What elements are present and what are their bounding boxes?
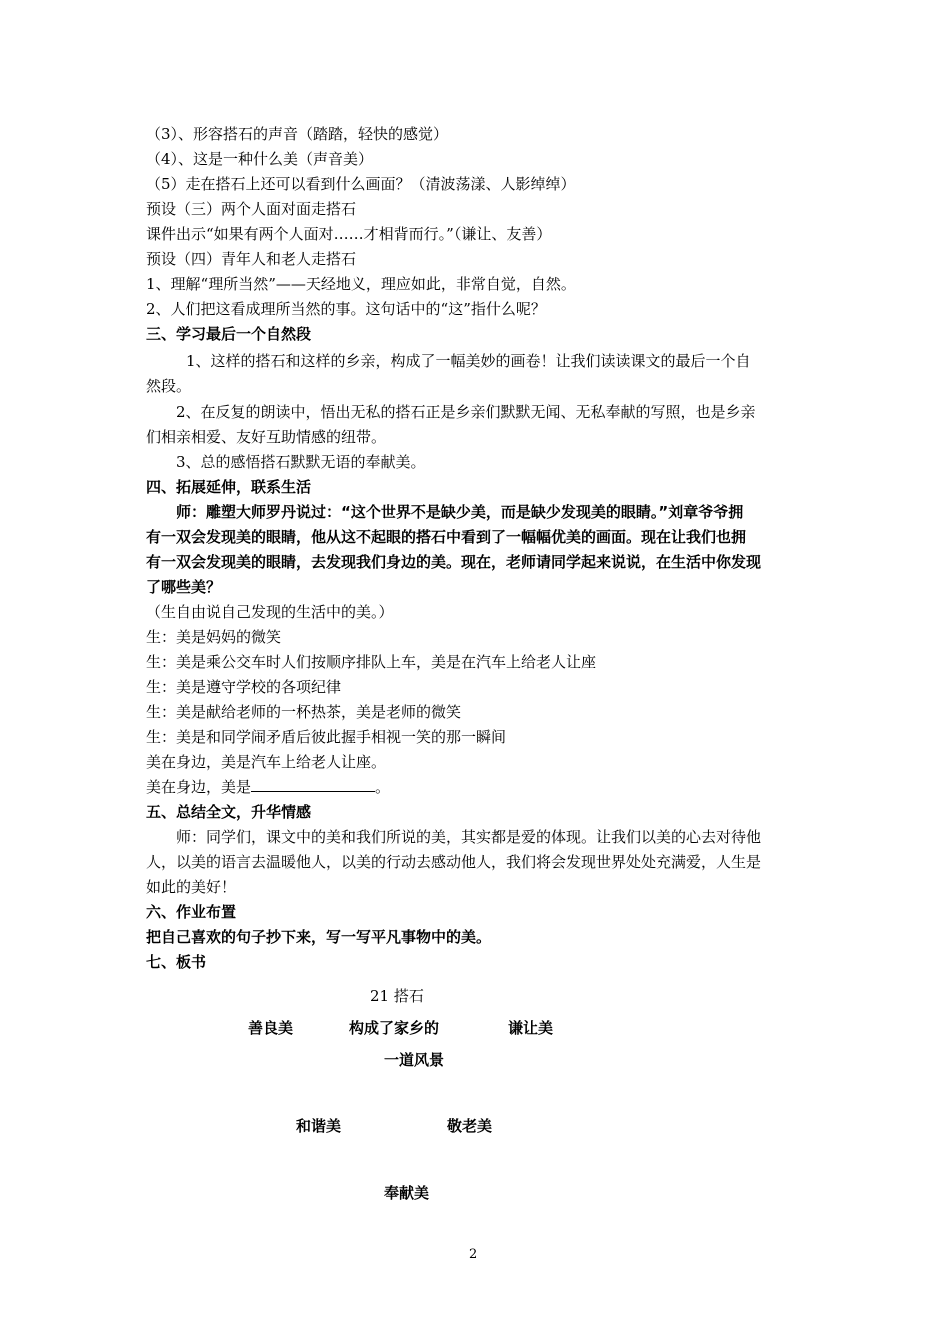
text-line: 1、这样的搭石和这样的乡亲，构成了一幅美妙的画卷！让我们读读课文的最后一个自 bbox=[186, 352, 751, 370]
text-line: 如此的美好！ bbox=[146, 878, 237, 896]
text-line: 把自己喜欢的句子抄下来，写一写平凡事物中的美。 bbox=[146, 928, 492, 946]
board-item-right: 谦让美 bbox=[508, 1019, 554, 1037]
text-line: 生：美是乘公交车时人们按顺序排队上车，美是在汽车上给老人让座 bbox=[146, 653, 597, 671]
text-line: 有一双会发现美的眼睛，他从这不起眼的搭石中看到了一幅幅优美的画面。现在让我们也拥 bbox=[146, 528, 747, 546]
board-item-center: 构成了家乡的 bbox=[349, 1019, 440, 1037]
text-line: 课件出示“如果有两个人面对……才相背而行。”（谦让、友善） bbox=[146, 225, 552, 243]
text-line: 们相亲相爱、友好互助情感的纽带。 bbox=[146, 428, 387, 446]
text-line: （5）走在搭石上还可以看到什么画面？（清波荡漾、人影绰绰） bbox=[146, 175, 576, 193]
text-line: （4）、这是一种什么美（声音美） bbox=[146, 150, 374, 168]
board-item-bottom-right: 敬老美 bbox=[447, 1117, 493, 1135]
section-heading: 七、板书 bbox=[146, 953, 207, 971]
text-line: 2、人们把这看成理所当然的事。这句话中的“这”指什么呢？ bbox=[146, 300, 546, 318]
text-line: 了哪些美？ bbox=[146, 578, 222, 596]
board-item-bottom: 奉献美 bbox=[384, 1184, 430, 1202]
text-line: （生自由说自己发现的生活中的美。） bbox=[146, 603, 394, 621]
text-line: 预设（四）青年人和老人走搭石 bbox=[146, 250, 357, 268]
board-item-left: 善良美 bbox=[248, 1019, 294, 1037]
text-line: 生：美是妈妈的微笑 bbox=[146, 628, 282, 646]
text-line: 1、理解“理所当然”——天经地义，理应如此，非常自觉，自然。 bbox=[146, 275, 576, 293]
section-heading: 三、学习最后一个自然段 bbox=[146, 325, 312, 343]
text-line: 生：美是和同学闹矛盾后彼此握手相视一笑的那一瞬间 bbox=[146, 728, 507, 746]
section-heading: 六、作业布置 bbox=[146, 903, 237, 921]
text-line: 师：雕塑大师罗丹说过：“这个世界不是缺少美，而是缺少发现美的眼睛。”刘章爷爷拥 bbox=[176, 503, 744, 521]
text-line: 3、总的感悟搭石默默无语的奉献美。 bbox=[176, 453, 426, 471]
fill-in-line bbox=[146, 777, 390, 797]
text-line: 有一双会发现美的眼睛，去发现我们身边的美。现在，老师请同学起来说说，在生活中你发现 bbox=[146, 553, 762, 571]
board-item-center-2: 一道风景 bbox=[384, 1051, 445, 1069]
section-heading: 四、拓展延伸，联系生活 bbox=[146, 478, 312, 496]
text-line: （3）、形容搭石的声音（踏踏，轻快的感觉） bbox=[146, 125, 449, 143]
section-heading: 五、总结全文，升华情感 bbox=[146, 803, 312, 821]
text-segment: 美在身边，美是 bbox=[146, 778, 252, 796]
board-item-bottom-left: 和谐美 bbox=[296, 1117, 342, 1135]
text-line: 然段。 bbox=[146, 377, 192, 395]
blank-underline bbox=[251, 777, 375, 792]
text-line: 师：同学们，课文中的美和我们所说的美，其实都是爱的体现。让我们以美的心去对待他 bbox=[176, 828, 762, 846]
text-line: 预设（三）两个人面对面走搭石 bbox=[146, 200, 357, 218]
text-line: 人，以美的语言去温暖他人，以美的行动去感动他人，我们将会发现世界处处充满爱，人生是 bbox=[146, 853, 762, 871]
text-line: 生：美是献给老师的一杯热茶，美是老师的微笑 bbox=[146, 703, 462, 721]
text-line: 生：美是遵守学校的各项纪律 bbox=[146, 678, 342, 696]
text-line: 2、在反复的朗读中，悟出无私的搭石正是乡亲们默默无闻、无私奉献的写照，也是乡亲 bbox=[176, 403, 756, 421]
page-number: 2 bbox=[469, 1247, 478, 1262]
board-title: 21 搭石 bbox=[370, 987, 424, 1005]
text-line: 美在身边，美是汽车上给老人让座。 bbox=[146, 753, 387, 771]
text-segment: 。 bbox=[375, 778, 391, 796]
